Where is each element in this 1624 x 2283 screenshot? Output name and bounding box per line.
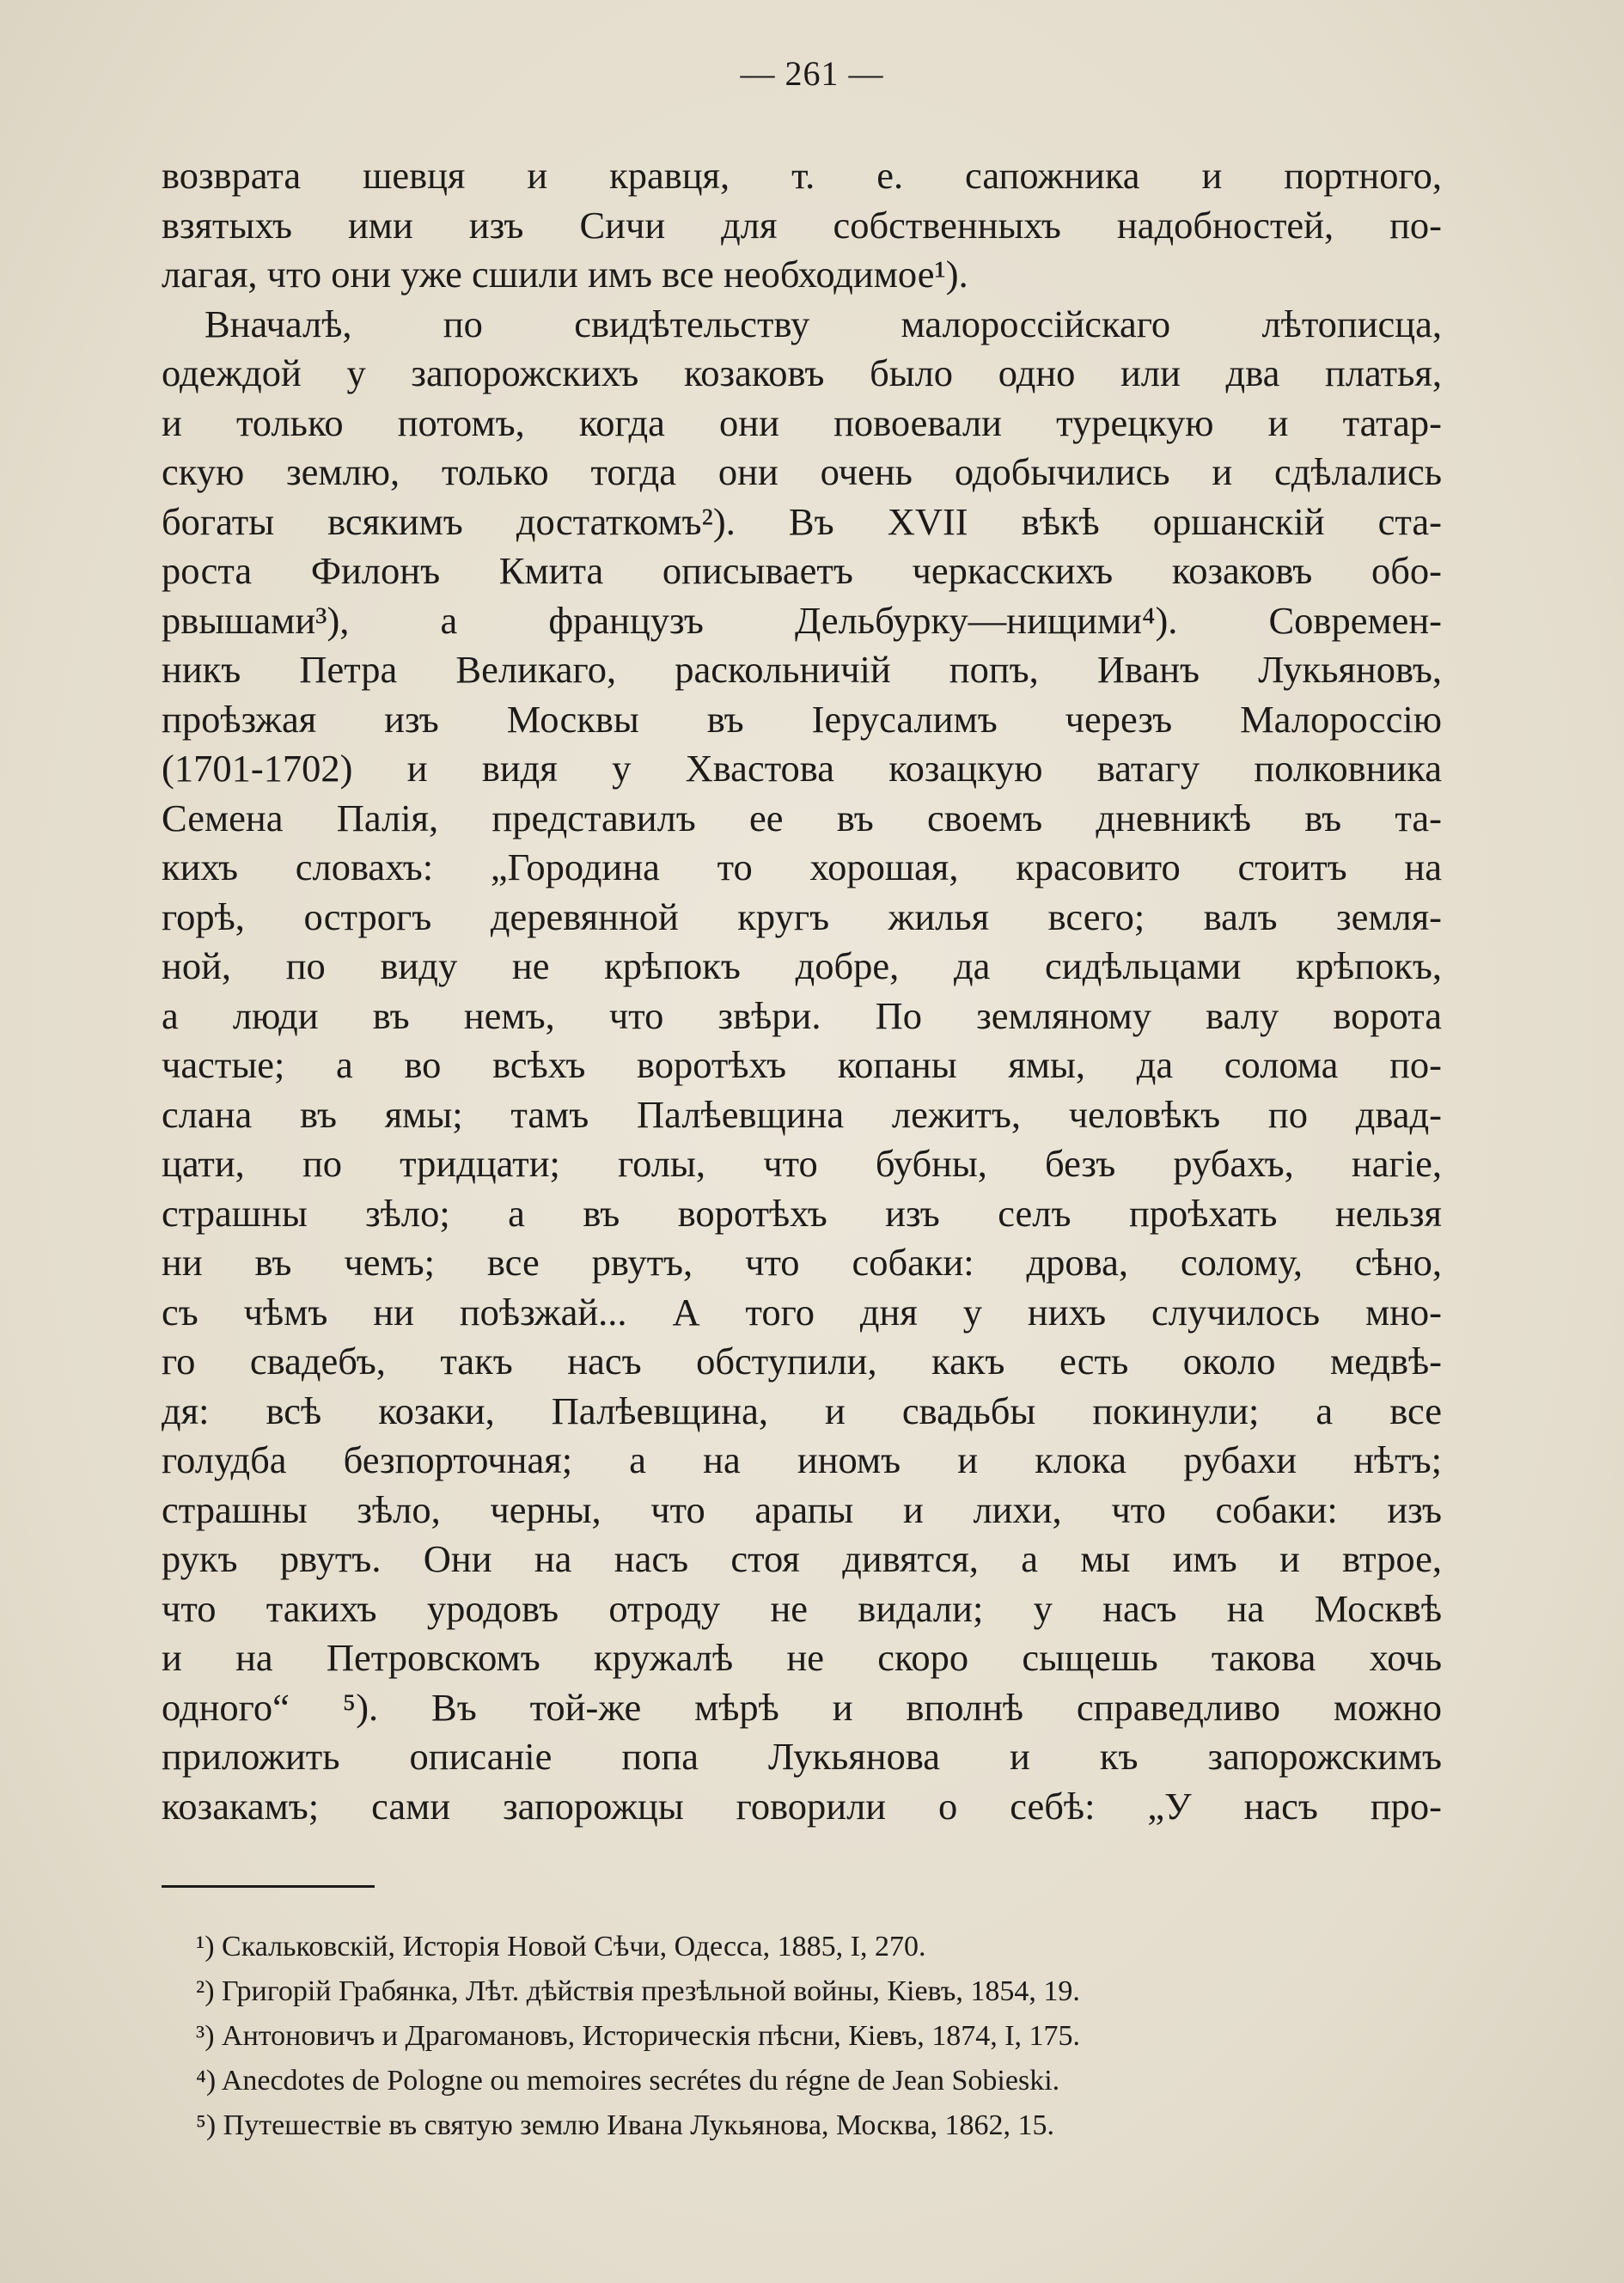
- text-line: роста Филонъ Кмита описываетъ черкасскихъ козаковъ обо-: [162, 549, 1442, 592]
- text-line: (1701-1702) и видя у Хвастова козацкую ватагу полковника: [162, 747, 1442, 790]
- text-line: приложить описаніе попа Лукьянова и къ запорожскимъ: [162, 1735, 1442, 1778]
- text-line: взятыхъ ими изъ Сичи для собственныхъ надобностей, по-: [162, 203, 1442, 247]
- footnote: ⁴) Anecdotes de Pologne ou memoires secrétes du régne de Jean Sobieski.: [196, 2065, 1060, 2097]
- text-line: одеждой у запорожскихъ козаковъ было одно или два платья,: [162, 351, 1442, 394]
- text-line: Вначалѣ, по свидѣтельству малороссійскаго лѣтописца,: [205, 302, 1442, 345]
- page-number: — 261 —: [740, 54, 884, 93]
- main-text: [162, 151, 1442, 1831]
- text-line: частые; а во всѣхъ воротѣхъ копаны ямы, да солома по-: [162, 1043, 1442, 1086]
- text-line: возврата шевця и кравця, т. е. сапожника и портного,: [162, 154, 1442, 197]
- text-line: ной, по виду не крѣпокъ добре, да сидѣльцами крѣпокъ,: [162, 944, 1442, 987]
- text-line: съ чѣмъ ни поѣзжай... А того дня у нихъ случилось мно-: [162, 1290, 1442, 1334]
- footnote: ²) Григорій Грабянка, Лѣт. дѣйствія презѣльной войны, Кіевъ, 1854, 19.: [196, 1975, 1080, 2007]
- text-line: скую землю, только тогда они очень одобычились и сдѣлались: [162, 450, 1442, 493]
- text-line: рукъ рвутъ. Они на насъ стоя дивятся, а мы имъ и втрое,: [162, 1537, 1442, 1580]
- text-line: никъ Петра Великаго, раскольничій попъ, Иванъ Лукьяновъ,: [162, 648, 1442, 691]
- footnote-divider: [162, 1885, 375, 1888]
- text-line: что такихъ уродовъ отроду не видали; у насъ на Москвѣ: [162, 1586, 1442, 1630]
- text-line: богаты всякимъ достаткомъ²). Въ XVII вѣкѣ оршанскій ста-: [162, 499, 1442, 543]
- text-line: цати, по тридцати; голы, что бубны, безъ рубахъ, нагіе,: [162, 1142, 1442, 1185]
- text-line: кихъ словахъ: „Городина то хорошая, красовито стоитъ на: [162, 845, 1442, 888]
- text-line: слана въ ямы; тамъ Палѣевщина лежитъ, человѣкъ по двад-: [162, 1092, 1442, 1136]
- text-line: одного“ ⁵). Въ той-же мѣрѣ и вполнѣ справедливо можно: [162, 1685, 1442, 1729]
- text-line: горѣ, острогъ деревянной кругъ жилья всего; валъ земля-: [162, 894, 1442, 938]
- text-line: голудба безпорточная; а на иномъ и клока рубахи нѣтъ;: [162, 1438, 1442, 1481]
- text-line: страшны зѣло; а въ воротѣхъ изъ селъ проѣхать нельзя: [162, 1191, 1442, 1235]
- footnote: ⁵) Путешествіе въ святую землю Ивана Лукьянова, Москва, 1862, 15.: [196, 2109, 1055, 2141]
- text-line: проѣзжая изъ Москвы въ Іерусалимъ черезъ Малороссію: [162, 697, 1442, 741]
- footnote: ¹) Скальковскій, Исторія Новой Сѣчи, Одесса, 1885, I, 270.: [196, 1931, 926, 1963]
- text-line: го свадебъ, такъ насъ обступили, какъ есть около медвѣ-: [162, 1340, 1442, 1383]
- text-line: ни въ чемъ; все рвутъ, что собаки: дрова, солому, сѣно,: [162, 1241, 1442, 1284]
- text-line: а люди въ немъ, что звѣри. По земляному валу ворота: [162, 993, 1442, 1037]
- text-line: дя: всѣ козаки, Палѣевщина, и свадьбы покинули; а все: [162, 1389, 1442, 1432]
- text-line: страшны зѣло, черны, что арапы и лихи, что собаки: изъ: [162, 1487, 1442, 1531]
- footnotes: [196, 1925, 1442, 2148]
- footnote: ³) Антоновичъ и Драгомановъ, Историческія пѣсни, Кіевъ, 1874, I, 175.: [196, 2020, 1081, 2052]
- text-line: и на Петровскомъ кружалѣ не скоро сыщешь такова хочь: [162, 1636, 1442, 1679]
- text-line: и только потомъ, когда они повоевали турецкую и татар-: [162, 400, 1442, 444]
- text-line: рвышами³), а французъ Дельбурку—нищими⁴). Современ-: [162, 598, 1442, 642]
- text-line: Семена Палія, представилъ ее въ своемъ дневникѣ въ та-: [162, 796, 1442, 839]
- text-line: козакамъ; сами запорожцы говорили о себѣ: „У насъ про-: [162, 1784, 1442, 1828]
- text-line: лагая, что они уже сшили имъ все необходимое¹).: [162, 253, 968, 296]
